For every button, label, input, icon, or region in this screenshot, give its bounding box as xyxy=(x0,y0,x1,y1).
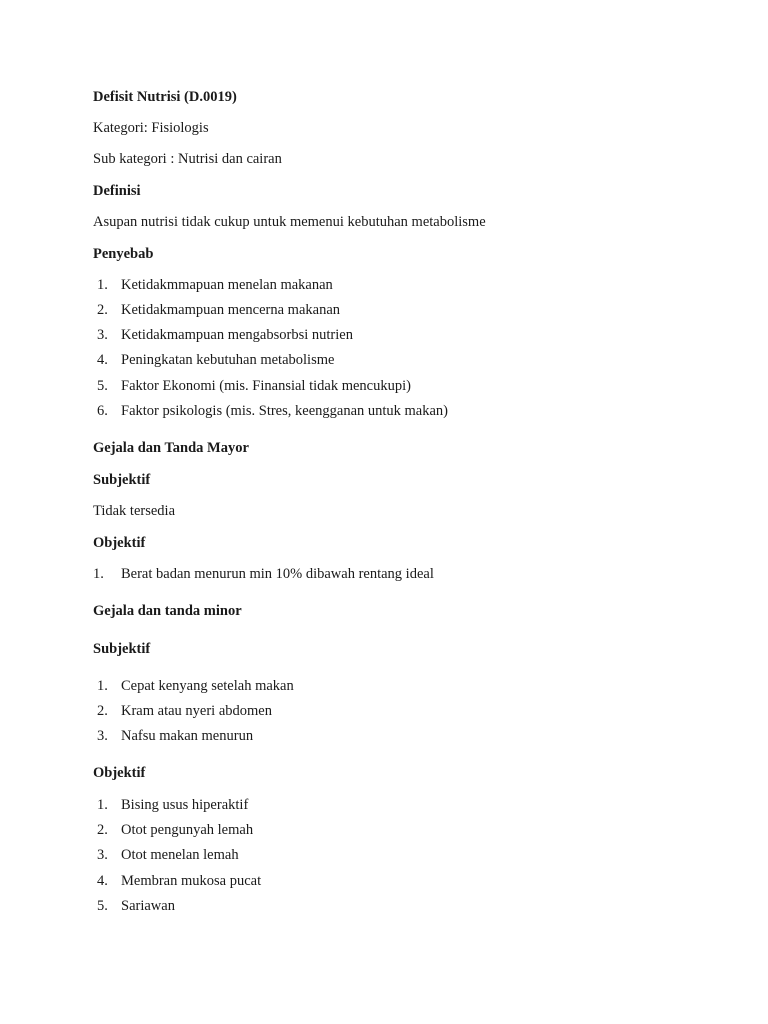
list-text: Otot menelan lemah xyxy=(121,847,239,863)
list-number: 6. xyxy=(97,403,108,419)
list-item xyxy=(97,351,334,369)
list-number: 3. xyxy=(97,327,108,343)
list-item xyxy=(97,872,261,890)
minor-subjektif-heading: Subjektif xyxy=(93,641,151,657)
list-item xyxy=(97,301,340,319)
list-text: Bising usus hiperaktif xyxy=(121,797,249,813)
list-text: Ketidakmampuan mencerna makanan xyxy=(121,302,341,318)
minor-objektif-heading: Objektif xyxy=(93,765,146,781)
list-number: 2. xyxy=(97,302,108,318)
list-text: Faktor psikologis (mis. Stres, keengganan untuk makan) xyxy=(121,403,449,419)
list-item xyxy=(97,821,253,839)
gejala-mayor-heading: Gejala dan Tanda Mayor xyxy=(93,440,249,456)
list-item xyxy=(97,897,175,915)
list-text: Otot pengunyah lemah xyxy=(121,822,254,838)
kategori-line: Kategori: Fisiologis xyxy=(93,120,209,136)
mayor-subjektif-text: Tidak tersedia xyxy=(93,503,176,519)
list-number: 3. xyxy=(97,728,108,744)
list-number: 1. xyxy=(97,678,108,694)
list-item xyxy=(93,565,434,583)
gejala-minor-heading: Gejala dan tanda minor xyxy=(93,603,242,619)
list-item xyxy=(97,326,353,344)
list-number: 2. xyxy=(97,822,108,838)
list-item xyxy=(97,377,411,395)
list-number: 2. xyxy=(97,703,108,719)
list-number: 1. xyxy=(93,566,104,582)
list-number: 5. xyxy=(97,898,108,914)
list-text: Berat badan menurun min 10% dibawah rentang ideal xyxy=(121,566,434,582)
list-item xyxy=(97,796,248,814)
list-item xyxy=(97,402,448,420)
definisi-heading: Definisi xyxy=(93,183,141,199)
list-number: 4. xyxy=(97,352,108,368)
list-text: Cepat kenyang setelah makan xyxy=(121,678,294,694)
list-item xyxy=(97,727,253,745)
list-text: Sariawan xyxy=(121,898,175,914)
list-text: Nafsu makan menurun xyxy=(121,728,254,744)
list-item xyxy=(97,702,272,720)
penyebab-heading: Penyebab xyxy=(93,246,154,262)
list-text: Ketidakmampuan mengabsorbsi nutrien xyxy=(121,327,353,343)
list-text: Faktor Ekonomi (mis. Finansial tidak mencukupi) xyxy=(121,378,411,394)
list-item xyxy=(97,276,333,294)
list-text: Kram atau nyeri abdomen xyxy=(121,703,272,719)
list-text: Membran mukosa pucat xyxy=(121,873,262,889)
mayor-subjektif-heading: Subjektif xyxy=(93,472,151,488)
list-text: Peningkatan kebutuhan metabolisme xyxy=(121,352,335,368)
list-item xyxy=(97,846,239,864)
list-text: Ketidakmmapuan menelan makanan xyxy=(121,277,333,293)
mayor-objektif-heading: Objektif xyxy=(93,535,146,551)
sub-kategori-line: Sub kategori : Nutrisi dan cairan xyxy=(93,151,282,167)
list-number: 4. xyxy=(97,873,108,889)
list-item xyxy=(97,677,294,695)
list-number: 1. xyxy=(97,797,108,813)
list-number: 3. xyxy=(97,847,108,863)
list-number: 5. xyxy=(97,378,108,394)
document-title: Defisit Nutrisi (D.0019) xyxy=(93,89,237,105)
list-number: 1. xyxy=(97,277,108,293)
definisi-text: Asupan nutrisi tidak cukup untuk memenui kebutuhan metabolisme xyxy=(93,214,486,230)
